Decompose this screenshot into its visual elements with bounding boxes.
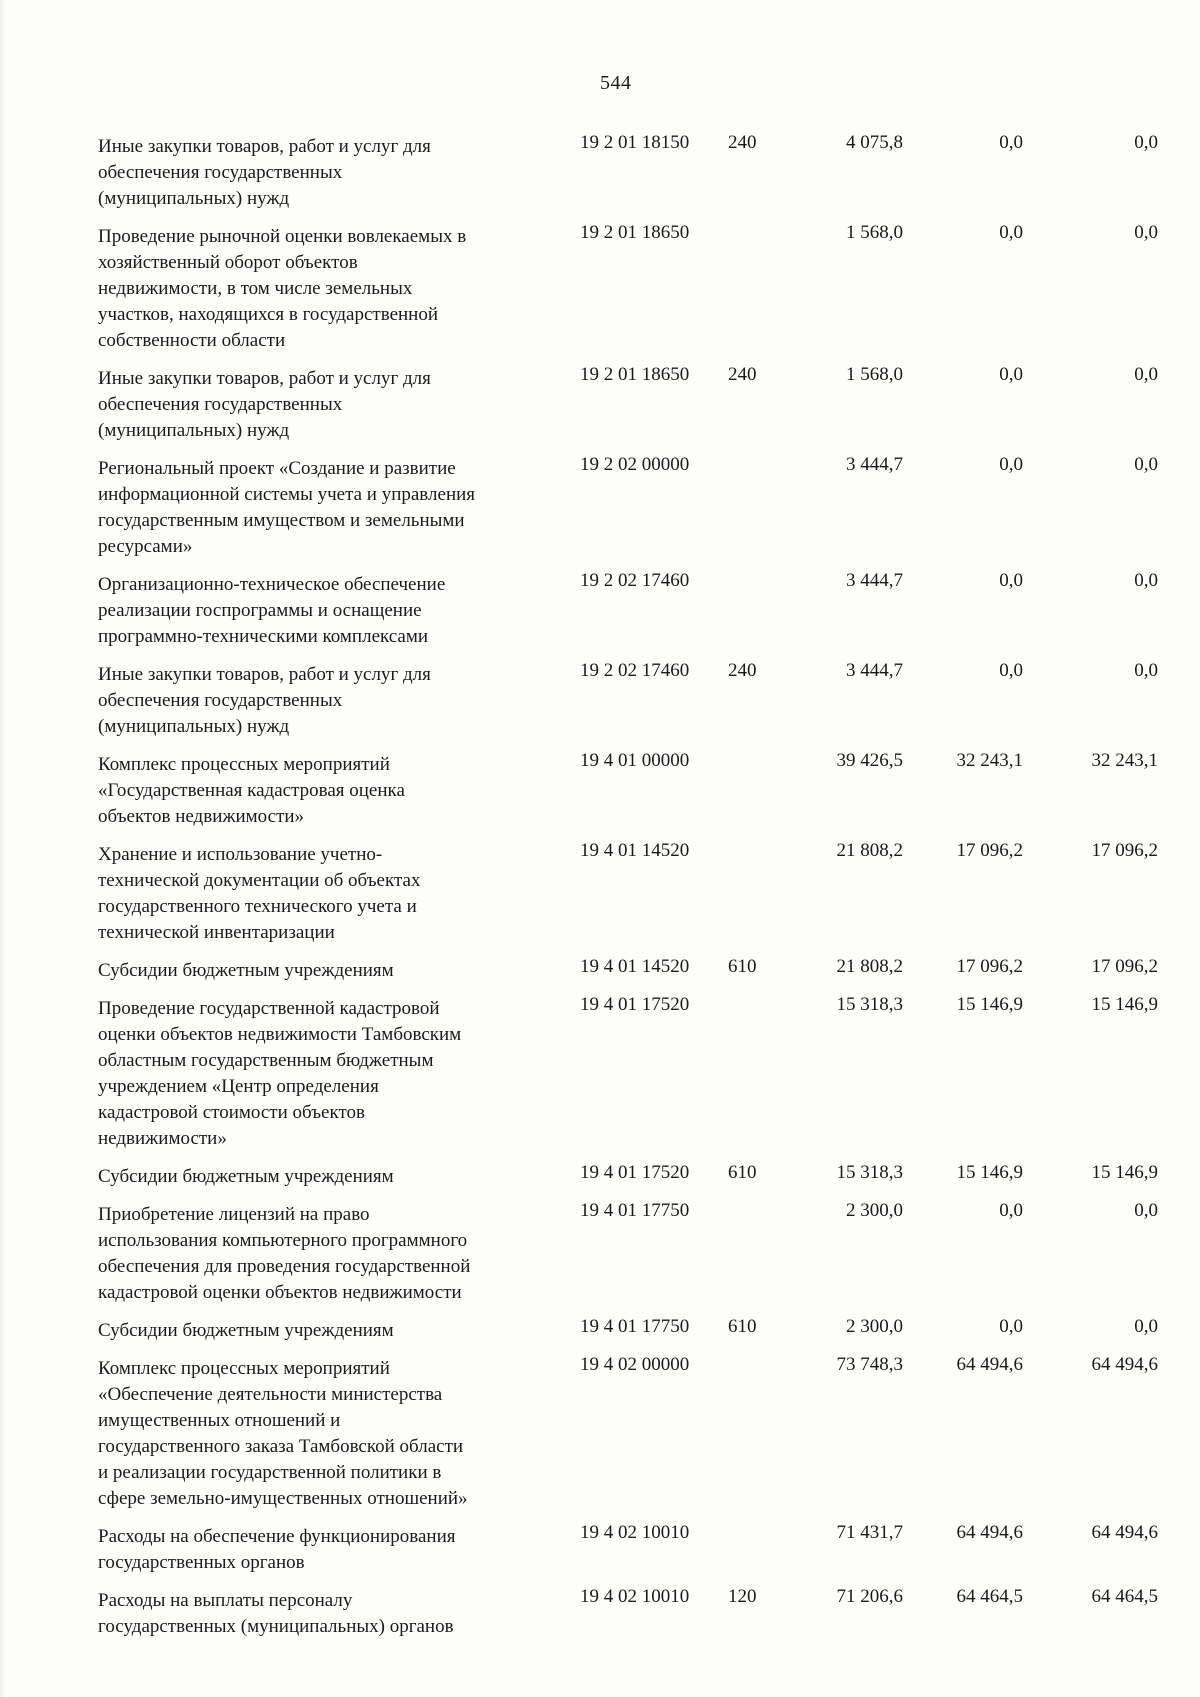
table-row [98,838,1183,946]
row-amount-1: 2 300,0 [846,1200,903,1221]
row-name: Субсидии бюджетным учреждениям [98,1166,394,1187]
row-amount-2: 17 096,2 [956,840,1023,861]
table-row [98,658,1183,740]
row-amount-3: 64 494,6 [1091,1354,1158,1375]
row-target-code: 19 4 01 17750 [580,1200,690,1221]
table-row [98,1198,1183,1306]
row-expense-type: 240 [728,660,757,681]
row-amount-1: 39 426,5 [836,750,903,771]
row-amount-2: 32 243,1 [956,750,1023,771]
row-amount-3: 0,0 [1134,222,1158,243]
row-amount-2: 0,0 [999,364,1023,385]
row-expense-type: 240 [728,132,757,153]
row-name: Проведение рыночной оценки вовлекаемых в хозяйственный оборот объектов недвижимости, в том числе земельных участков, находящихся в государственной собственности области [98,226,467,351]
row-amount-2: 0,0 [999,1200,1023,1221]
row-amount-2: 64 494,6 [956,1522,1023,1543]
page-number: 544 [600,72,632,94]
table-row [98,452,1183,560]
row-name: Субсидии бюджетным учреждениям [98,1320,394,1341]
row-amount-3: 0,0 [1134,570,1158,591]
row-name: Организационно-техническое обеспечение реализации госпрограммы и оснащение программно-техническими комплексами [98,574,446,647]
row-amount-3: 15 146,9 [1091,994,1158,1015]
row-amount-2: 17 096,2 [956,956,1023,977]
row-amount-3: 0,0 [1134,454,1158,475]
row-target-code: 19 4 01 00000 [580,750,690,771]
row-amount-3: 17 096,2 [1091,956,1158,977]
row-target-code: 19 2 02 00000 [580,454,690,475]
row-amount-1: 15 318,3 [836,994,903,1015]
row-amount-1: 3 444,7 [846,660,903,681]
row-amount-2: 0,0 [999,1316,1023,1337]
row-amount-1: 3 444,7 [846,570,903,591]
row-target-code: 19 2 02 17460 [580,660,690,681]
row-amount-2: 15 146,9 [956,1162,1023,1183]
row-target-code: 19 4 01 17750 [580,1316,690,1337]
table-row [98,568,1183,650]
row-name: Проведение государственной кадастровой оценки объектов недвижимости Тамбовским областным государственным бюджетным учреждением «Центр определения кадастровой стоимости объектов недвижимости» [98,998,462,1149]
row-expense-type: 610 [728,1316,757,1337]
table-row [98,362,1183,444]
row-amount-1: 15 318,3 [836,1162,903,1183]
row-expense-type: 610 [728,956,757,977]
row-name: Расходы на выплаты персоналу государственных (муниципальных) органов [98,1590,454,1637]
row-name: Комплекс процессных мероприятий «Обеспечение деятельности министерства имущественных отношений и государственного заказа Тамбовской области и реализации государственной политики в сфере земельно-имущественных отношений» [98,1358,468,1509]
row-amount-3: 15 146,9 [1091,1162,1158,1183]
row-amount-3: 0,0 [1134,364,1158,385]
row-target-code: 19 4 02 10010 [580,1522,690,1543]
table-row [98,954,1183,984]
row-name: Расходы на обеспечение функционирования государственных органов [98,1526,456,1573]
row-amount-1: 71 206,6 [836,1586,903,1607]
row-amount-2: 64 494,6 [956,1354,1023,1375]
row-amount-3: 64 464,5 [1091,1586,1158,1607]
row-amount-3: 32 243,1 [1091,750,1158,771]
table-row [98,130,1183,212]
row-expense-type: 240 [728,364,757,385]
row-amount-2: 64 464,5 [956,1586,1023,1607]
row-target-code: 19 4 01 17520 [580,1162,690,1183]
row-name: Иные закупки товаров, работ и услуг для обеспечения государственных (муниципальных) нужд [98,136,431,209]
table-row [98,748,1183,830]
row-target-code: 19 2 01 18150 [580,132,690,153]
row-amount-1: 21 808,2 [836,840,903,861]
table-row [98,220,1183,354]
row-amount-1: 73 748,3 [836,1354,903,1375]
row-amount-1: 1 568,0 [846,364,903,385]
row-target-code: 19 4 01 14520 [580,956,690,977]
row-name: Хранение и использование учетно- технической документации об объектах государственного технического учета и технической инвентаризации [98,844,421,943]
row-name: Субсидии бюджетным учреждениям [98,960,394,981]
row-target-code: 19 4 01 17520 [580,994,690,1015]
row-amount-2: 0,0 [999,570,1023,591]
row-target-code: 19 4 01 14520 [580,840,690,861]
row-name: Приобретение лицензий на право использования компьютерного программного обеспечения для проведения государственной кадастровой оценки объектов недвижимости [98,1204,471,1303]
row-amount-2: 0,0 [999,454,1023,475]
row-amount-2: 15 146,9 [956,994,1023,1015]
scan-edge-shadow [0,0,6,1697]
row-amount-1: 2 300,0 [846,1316,903,1337]
table-row [98,1520,1183,1576]
row-amount-2: 0,0 [999,222,1023,243]
row-amount-3: 17 096,2 [1091,840,1158,861]
row-target-code: 19 2 02 17460 [580,570,690,591]
row-amount-1: 21 808,2 [836,956,903,977]
budget-table [98,130,1183,1648]
table-row [98,1352,1183,1512]
row-amount-3: 0,0 [1134,1200,1158,1221]
row-amount-2: 0,0 [999,660,1023,681]
row-expense-type: 610 [728,1162,757,1183]
table-row [98,1160,1183,1190]
row-name: Иные закупки товаров, работ и услуг для обеспечения государственных (муниципальных) нужд [98,664,431,737]
row-name: Комплекс процессных мероприятий «Государственная кадастровая оценка объектов недвижимости» [98,754,405,827]
row-amount-1: 4 075,8 [846,132,903,153]
table-row [98,1314,1183,1344]
row-target-code: 19 4 02 10010 [580,1586,690,1607]
row-amount-3: 0,0 [1134,1316,1158,1337]
row-target-code: 19 2 01 18650 [580,364,690,385]
row-amount-1: 71 431,7 [836,1522,903,1543]
row-amount-1: 3 444,7 [846,454,903,475]
row-amount-3: 0,0 [1134,132,1158,153]
row-amount-3: 0,0 [1134,660,1158,681]
row-amount-1: 1 568,0 [846,222,903,243]
row-name: Региональный проект «Создание и развитие информационной системы учета и управления государственным имуществом и земельными ресурсами» [98,458,476,557]
row-expense-type: 120 [728,1586,757,1607]
row-name: Иные закупки товаров, работ и услуг для обеспечения государственных (муниципальных) нужд [98,368,431,441]
row-amount-3: 64 494,6 [1091,1522,1158,1543]
row-amount-2: 0,0 [999,132,1023,153]
table-row [98,992,1183,1152]
table-row [98,1584,1183,1640]
row-target-code: 19 2 01 18650 [580,222,690,243]
row-target-code: 19 4 02 00000 [580,1354,690,1375]
